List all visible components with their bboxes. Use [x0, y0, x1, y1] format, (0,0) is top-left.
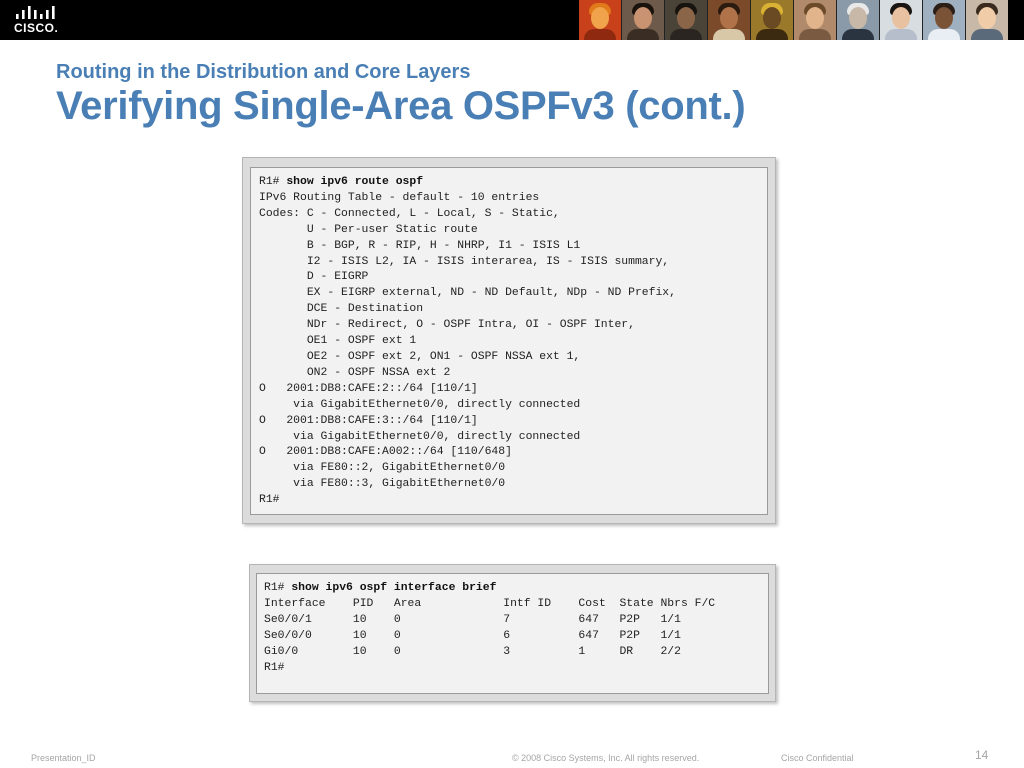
footer-copyright: © 2008 Cisco Systems, Inc. All rights reserved.: [512, 753, 700, 763]
cli-prompt: R1#: [264, 582, 285, 594]
banner-photo-9: [923, 0, 966, 40]
banner-photo-1: [579, 0, 622, 40]
banner-photo-3: [665, 0, 708, 40]
cli-output: Interface PID Area Intf ID Cost State Nbrs F/C Se0/0/1 10 0 7 647 P2P 1/1 Se0/0/0 10 0 6 647 P2P 1/1 Gi0/0 10 0 3 1 DR 2/2 R1#: [264, 597, 716, 674]
cli-output: IPv6 Routing Table - default - 10 entries Codes: C - Connected, L - Local, S - Static, U - Per-user Static route B - BGP, R - RIP, H - NHRP, I1 - ISIS L1 I2 - ISIS L2, IA - ISIS interarea, IS - ISIS summary, D - EIGRP EX - EIGRP external, ND - ND Default, NDp - ND Prefix, DCE - Destination NDr - Redirect, O - OSPF Intra, OI - OSPF Inter, OE1 - OSPF ext 1 OE2 - OSPF ext 2, ON1 - OSPF NSSA ext 1, ON2 - OSPF NSSA ext 2 O 2001:DB8:CAFE:2::/64 [110/1] via GigabitEthernet0/0, directly connected O 2001:DB8:CAFE:3::/64 [110/1] via GigabitEthernet0/0, directly connected O 2001:DB8:CAFE:A002::/64 [110/648] via FE80::2, GigabitEthernet0/0 via FE80::3, GigabitEthernet0/0 R1#: [259, 191, 676, 507]
banner-photo-10: [966, 0, 1008, 40]
cli-command: show ipv6 ospf interface brief: [284, 582, 497, 594]
logo-wordmark: CISCO.: [14, 21, 59, 35]
terminal-screen: [256, 573, 769, 694]
terminal-text: [264, 581, 715, 676]
banner-photo-8: [880, 0, 923, 40]
header-banner: [0, 0, 1024, 40]
terminal-panel-ospf-interface-brief: [249, 564, 776, 702]
cisco-bars-icon: [15, 6, 59, 21]
terminal-screen: [250, 167, 768, 515]
banner-photo-4: [708, 0, 751, 40]
terminal-panel-route-ospf: [242, 157, 776, 524]
photo-strip: [579, 0, 1008, 40]
banner-photo-6: [794, 0, 837, 40]
cli-command: show ipv6 route ospf: [279, 176, 424, 188]
banner-photo-7: [837, 0, 880, 40]
footer-confidential: Cisco Confidential: [781, 753, 854, 763]
cli-prompt: R1#: [259, 176, 280, 188]
terminal-text: [259, 175, 676, 509]
page-number: 14: [975, 748, 989, 762]
banner-photo-2: [622, 0, 665, 40]
banner-photo-5: [751, 0, 794, 40]
slide-subtitle: Routing in the Distribution and Core Layers: [56, 61, 471, 83]
footer-presentation-id: Presentation_ID: [31, 753, 96, 763]
cisco-logo: [14, 6, 60, 36]
slide-title: Verifying Single-Area OSPFv3 (cont.): [56, 84, 746, 128]
